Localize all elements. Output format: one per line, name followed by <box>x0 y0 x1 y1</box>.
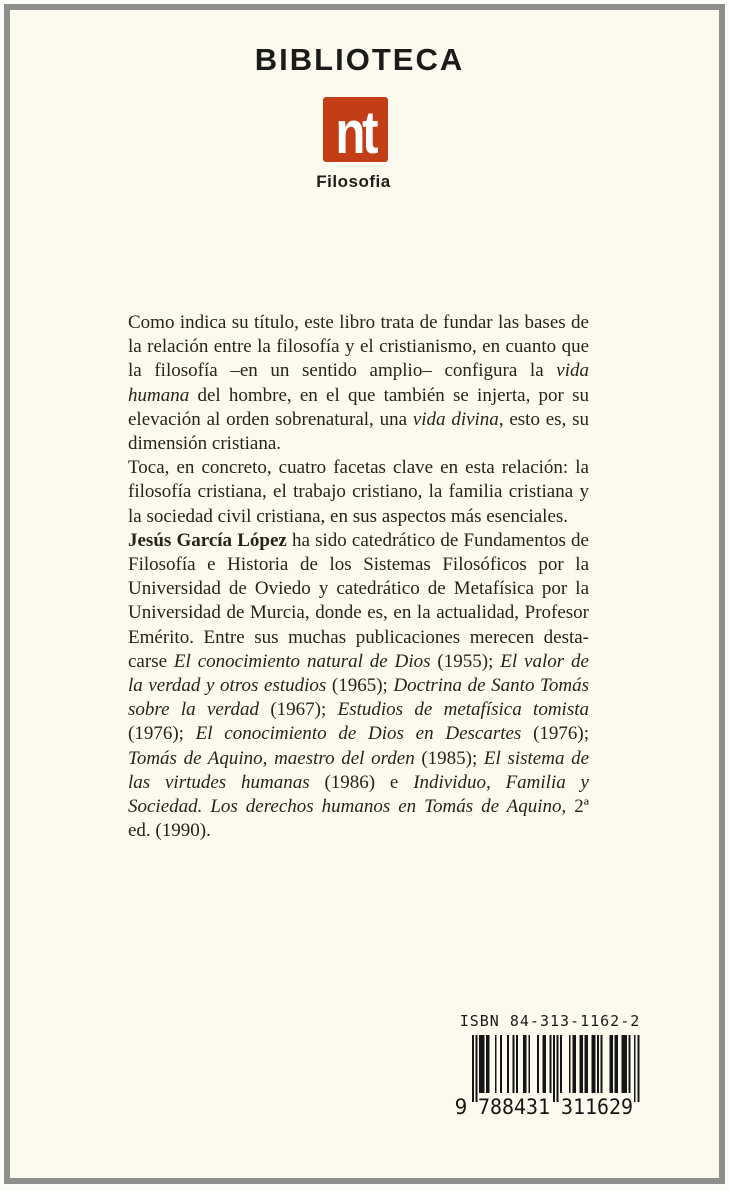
text-run: (1986) e <box>309 771 414 793</box>
barcode-digits-left: 788431 <box>478 1095 550 1117</box>
text-run: El conocimiento de Dios en Descartes <box>195 723 522 745</box>
text-run: , 2ª ed. (1990). <box>128 796 589 842</box>
text-run: , esto es, su dimensión cristiana. <box>128 408 590 455</box>
text-run: (1955); <box>430 650 501 672</box>
text-run: (1985); <box>414 747 484 769</box>
text-run: (1976); <box>521 723 589 745</box>
publisher-logo <box>323 97 388 162</box>
text-run: Como indica su título, este libro trata de fundar las bases de la relación entre la filosofía y el cristianismo, en cuanto que la filosofía –en un sentido amplio– configura la <box>128 312 589 382</box>
text-run: Toca, en concreto, cuatro facetas clave en esta relación: la filosofía cristiana, el trabajo cristiano, la familia cristiana y la sociedad civil cristiana, en sus aspectos más esenciales. <box>128 457 589 527</box>
paragraph <box>128 529 589 844</box>
collection-label: Filosofia <box>316 172 391 191</box>
text-run: El sistema de las virtudes humanas <box>128 747 590 793</box>
series-title: BIBLIOTECA <box>254 42 465 77</box>
text-run: Estudios de metafísica tomista <box>337 699 589 721</box>
text-run: Tomás de Aquino, maestro del orden <box>128 747 415 769</box>
synopsis-text <box>128 311 589 843</box>
text-run: (1976); <box>128 723 196 745</box>
barcode-digits-right: 311629 <box>561 1095 633 1117</box>
text-run: Individuo, Familia y Sociedad. Los derechos humanos en Tomás de Aquino <box>128 771 589 818</box>
ean13-barcode <box>452 1035 648 1117</box>
text-run: (1967); <box>259 699 338 721</box>
text-run: El conocimiento natural de Dios <box>173 650 431 672</box>
paragraph <box>128 456 589 529</box>
text-run: ha sido catedrático de Fundamentos de Filosofía e Historia de los Sistemas Filosóficos por la Universidad de Oviedo y catedrático de Metafísica por la Universidad de Murcia, donde es, en la actualidad, Profesor Emérito. Entre sus muchas publicaciones merecen destacarse <box>128 529 589 672</box>
isbn-barcode-block <box>452 1012 648 1117</box>
text-run: vida divina <box>412 408 499 430</box>
isbn-label: ISBN 84-313-1162-2 <box>459 1012 641 1030</box>
text-run: del hombre, en el que también se injerta, por su elevación al orden sobrenatural, una <box>128 384 589 430</box>
publisher-logo-text: nt <box>335 99 376 162</box>
barcode-digit-first: 9 <box>454 1095 468 1117</box>
text-run: El valor de la verdad y otros estudios <box>128 650 589 697</box>
text-run: Jesús García López <box>128 529 287 551</box>
paragraph <box>128 311 589 456</box>
text-run: (1965); <box>326 675 394 697</box>
text-run: vida humana <box>128 360 589 406</box>
text-run: Doctrina de Santo Tomás sobre la verdad <box>128 675 589 721</box>
